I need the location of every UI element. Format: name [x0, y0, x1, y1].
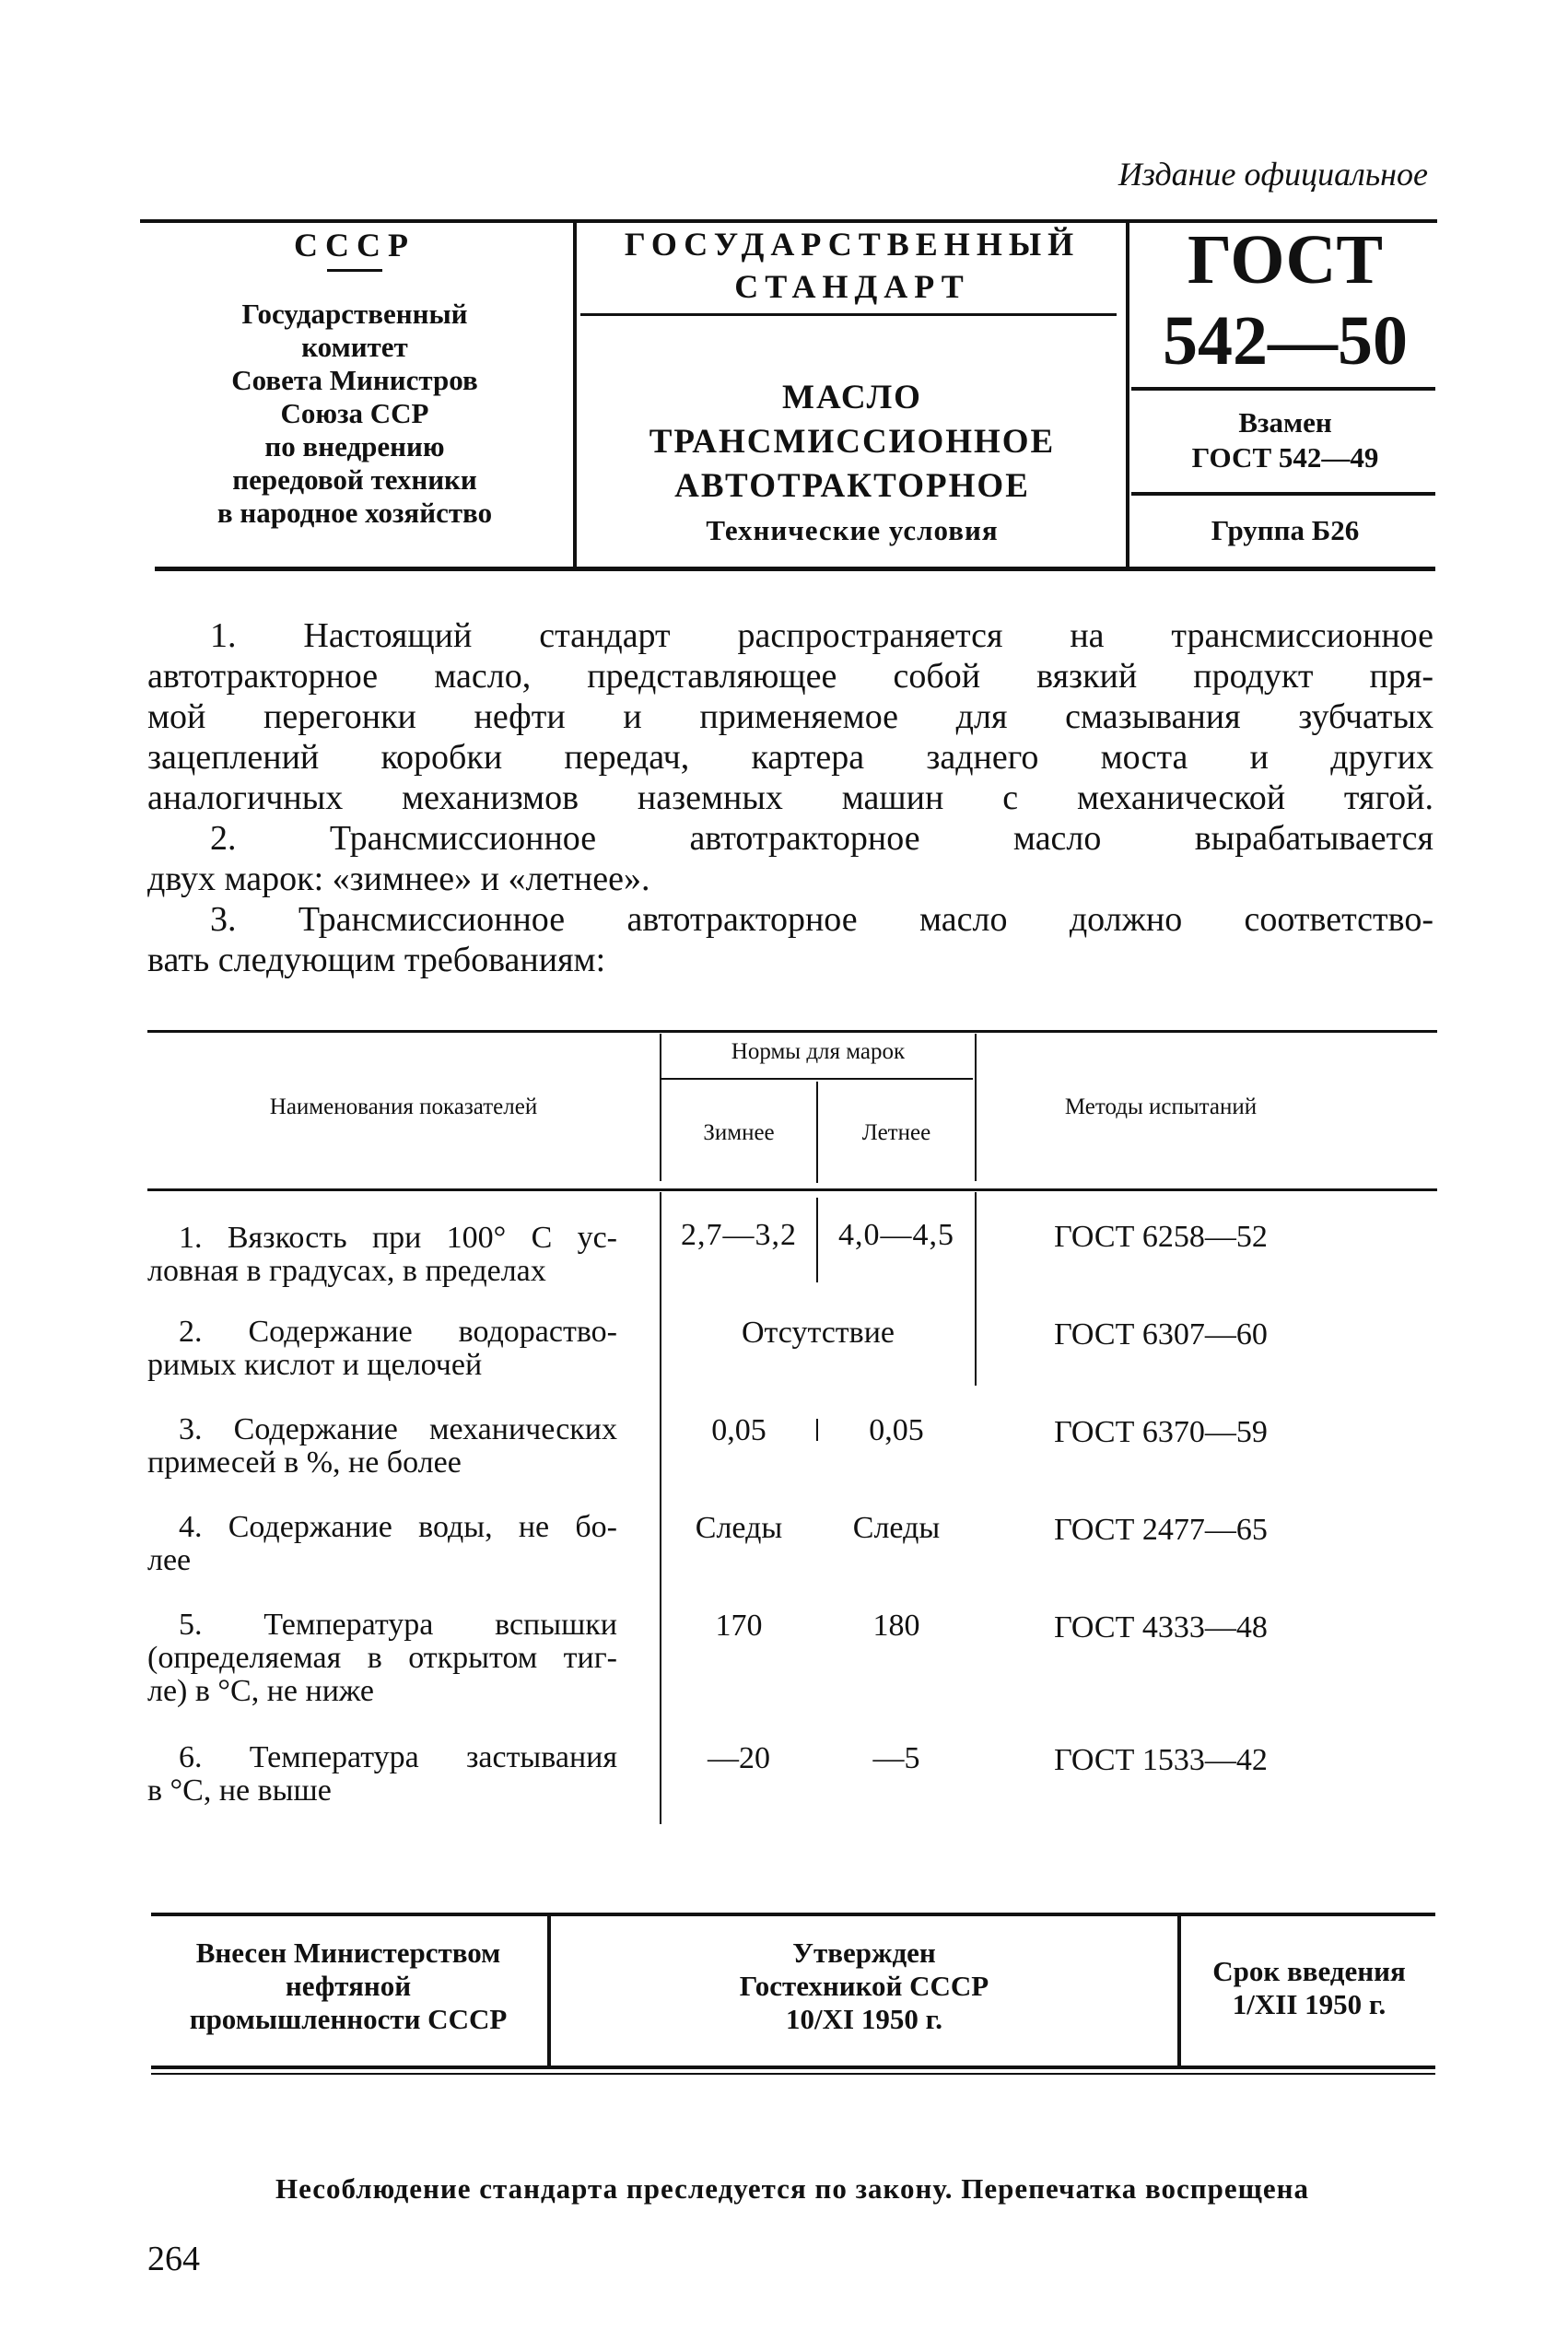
- table-header-rule: [147, 1188, 1437, 1191]
- row-method: ГОСТ 6307—60: [1054, 1317, 1268, 1352]
- document-title-line: МАСЛО ТРАНСМИССИОННОЕ: [649, 379, 1056, 461]
- replaces-gost: ГОСТ 542—49: [1191, 441, 1379, 474]
- committee-line: передовой техники: [232, 463, 477, 496]
- table-row-name: [147, 1511, 617, 1577]
- row-name-line: в °С, не выше: [147, 1773, 332, 1808]
- row-name-line: ловная в градусах, в пределах: [147, 1254, 546, 1288]
- row-value-winter: 170: [715, 1609, 763, 1643]
- introduced-by-block: [151, 1937, 545, 2036]
- header-divider-left: [573, 221, 577, 568]
- committee-line: Государственный: [241, 298, 468, 330]
- norms-subheader-rule: [660, 1078, 973, 1080]
- row-name-line: 6. Температура застывания: [179, 1740, 617, 1774]
- approved-line: 10/XI 1950 г.: [786, 2003, 942, 2035]
- row-method: ГОСТ 2477—65: [1054, 1513, 1268, 1547]
- row-name-line: ле) в °С, не ниже: [147, 1674, 375, 1708]
- row-value-summer: —5: [872, 1741, 920, 1775]
- row-name-line: (определяемая в открытом тиг-: [147, 1641, 617, 1675]
- paragraph-line: двух марок: «зимнее» и «летнее».: [147, 860, 650, 898]
- edition-label: Издание официальное: [1117, 156, 1428, 193]
- replaces-block: [1133, 405, 1437, 475]
- standard-type-line: ГОСУДАРСТВЕННЫЙ: [624, 226, 1081, 263]
- row-value-winter: Следы: [695, 1511, 783, 1545]
- row-method: ГОСТ 6258—52: [1054, 1220, 1268, 1254]
- footer-divider-right: [1177, 1916, 1181, 2066]
- column-header-name: Наименования показателей: [269, 1094, 538, 1119]
- committee-line: комитет: [301, 331, 408, 363]
- table-row-name: [147, 1222, 617, 1288]
- row-value-winter: —20: [708, 1741, 770, 1775]
- document-title-line: АВТОТРАКТОРНОЕ: [674, 467, 1030, 505]
- effective-line: 1/XII 1950 г.: [1232, 1988, 1387, 2020]
- page-number: 264: [147, 2240, 200, 2278]
- standard-type-line: СТАНДАРТ: [734, 268, 970, 305]
- header-dash: [327, 269, 382, 272]
- row-value-summer: 180: [872, 1609, 920, 1643]
- header-mid-rule: [580, 313, 1117, 316]
- standard-type-block: [580, 223, 1124, 308]
- paragraph-line: мой перегонки нефти и применяемое для смазывания зубчатых: [147, 697, 1433, 736]
- approved-line: Утвержден: [792, 1937, 936, 1969]
- paragraph-1: [147, 615, 1433, 818]
- row-name-line: 4. Содержание воды, не бо-: [179, 1510, 617, 1544]
- row-name-line: 2. Содержание водораство-: [179, 1315, 617, 1349]
- header-bottom-rule: [155, 567, 1435, 571]
- document-subtitle: Технические условия: [706, 514, 999, 546]
- header-gost-rule: [1131, 387, 1435, 391]
- table-top-rule: [147, 1030, 1437, 1033]
- row-name-line: 1. Вязкость при 100° С ус-: [179, 1221, 617, 1255]
- table-row-name: [147, 1741, 617, 1808]
- paragraph-line: автотракторное масло, представляющее собой вязкий продукт пря-: [147, 657, 1433, 696]
- gost-number: 542—50: [1163, 302, 1408, 380]
- replaces-label: Взамен: [1238, 406, 1332, 439]
- row-value-summer: Следы: [852, 1511, 941, 1545]
- row-value-summer: 4,0—4,5: [838, 1218, 954, 1252]
- header-committee-block: [149, 228, 560, 530]
- paragraph-line: 2. Трансмиссионное автотракторное масло вырабатывается: [210, 819, 1433, 858]
- approved-by-block: [553, 1937, 1176, 2036]
- footer-divider-left: [547, 1916, 551, 2066]
- row-name-line: римых кислот и щелочей: [147, 1348, 483, 1382]
- copyright-warning: Несоблюдение стандарта преследуется по закону. Перепечатка воспрещена: [275, 2172, 1309, 2205]
- row-method: ГОСТ 1533—42: [1054, 1743, 1268, 1777]
- approved-line: Гостехникой СССР: [739, 1970, 989, 2002]
- gost-label: ГОСТ: [1187, 221, 1384, 298]
- paragraph-2: [147, 818, 1433, 899]
- row-name-line: примесей в %, не более: [147, 1445, 462, 1480]
- footer-top-rule: [151, 1913, 1435, 1916]
- column-header-norms: Нормы для марок: [731, 1039, 906, 1064]
- document-title-block: [580, 376, 1124, 553]
- header-divider-right: [1126, 221, 1129, 568]
- row-name-line: 3. Содержание механических: [179, 1412, 617, 1446]
- paragraph-line: вать следующим требованиям:: [147, 941, 606, 979]
- paragraph-line: 3. Трансмиссионное автотракторное масло должно соответство-: [210, 900, 1433, 939]
- row-value-both: Отсутствие: [741, 1316, 895, 1350]
- header-group-rule: [1131, 492, 1435, 496]
- committee-line: по внедрению: [264, 430, 445, 462]
- row-value-summer: 0,05: [869, 1413, 924, 1447]
- row-method: ГОСТ 6370—59: [1054, 1415, 1268, 1449]
- paragraph-line: 1. Настоящий стандарт распространяется на трансмиссионное: [210, 616, 1433, 655]
- footer-bottom-rule: [151, 2066, 1435, 2069]
- table-row-name: [147, 1609, 617, 1708]
- effective-date-block: [1183, 1955, 1435, 2021]
- group-label: Группа Б26: [1211, 514, 1360, 546]
- paragraph-3: [147, 899, 1433, 980]
- committee-line: Совета Министров: [231, 364, 478, 396]
- introduced-line: Внесен Министерством: [195, 1937, 501, 1969]
- ussr-label: СССР: [294, 227, 415, 263]
- introduced-line: промышленности СССР: [189, 2003, 508, 2035]
- row-method: ГОСТ 4333—48: [1054, 1610, 1268, 1644]
- gost-number-block: [1133, 219, 1437, 381]
- row-name-line: лее: [147, 1543, 192, 1577]
- committee-line: в народное хозяйство: [216, 497, 493, 529]
- row-name-line: 5. Температура вспышки: [179, 1608, 617, 1642]
- column-header-summer: Летнее: [861, 1120, 931, 1145]
- table-row-name: [147, 1413, 617, 1480]
- table-body-divider-right: [975, 1192, 977, 1386]
- paragraph-line: аналогичных механизмов наземных машин с механической тягой.: [147, 778, 1433, 817]
- committee-line: Союза ССР: [280, 397, 429, 429]
- row-value-winter: 0,05: [711, 1413, 766, 1447]
- table-body-divider-left: [660, 1192, 661, 1824]
- column-header-winter: Зимнее: [703, 1120, 775, 1145]
- effective-line: Срок введения: [1212, 1955, 1406, 1987]
- footer-under-rule: [151, 2073, 1435, 2075]
- table-row-name: [147, 1316, 617, 1382]
- introduced-line: нефтяной: [285, 1970, 412, 2002]
- paragraph-line: зацеплений коробки передач, картера заднего моста и других: [147, 738, 1433, 777]
- column-header-methods: Методы испытаний: [1064, 1094, 1258, 1119]
- row-value-winter: 2,7—3,2: [681, 1218, 797, 1252]
